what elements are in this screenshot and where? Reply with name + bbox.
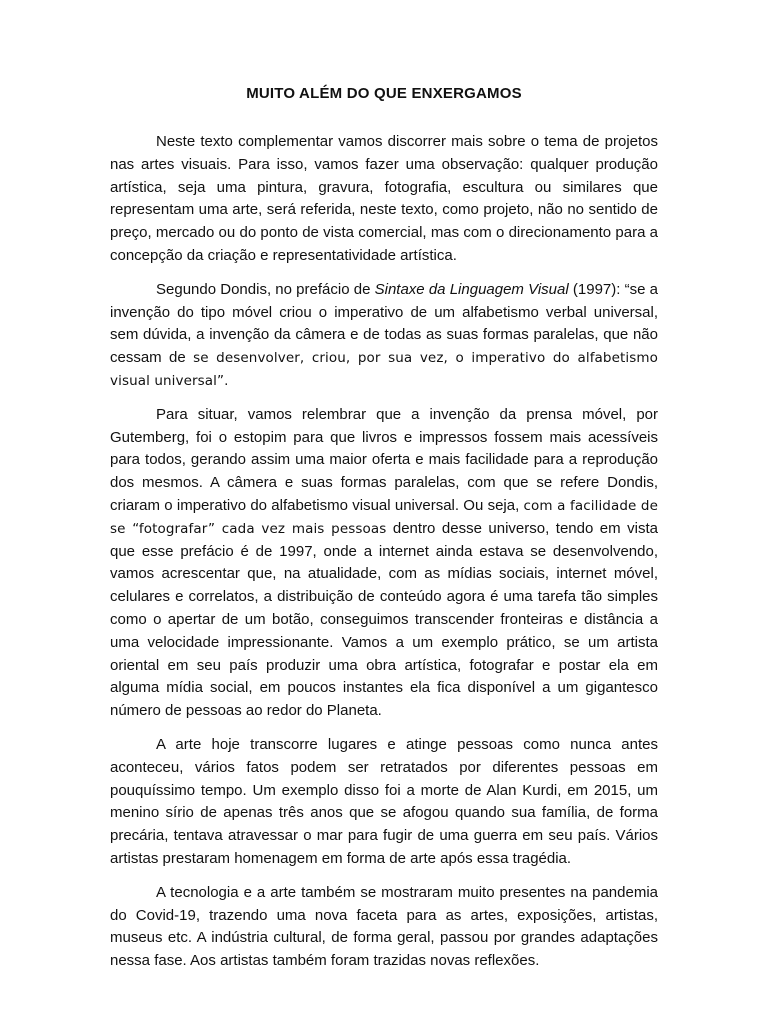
paragraph-1-text: Neste texto complementar vamos discorrer mais sobre o tema de projetos nas artes visuais. Para isso, vamos fazer uma observação: qualquer produção artística, seja uma pintura, gravura, fotografia, escultura ou similares que representam uma arte, será referida, neste texto, como projeto, não no sentido de preço, mercado ou do ponto de vista comercial, mas com o direcionamento para a concepção da criação e representatividade artística. — [110, 133, 658, 264]
paragraph-2-text-c: (1997): “se a invenção do tipo móvel criou o imperativo de um alfabetismo verbal universal, sem dúvida, a invenção da câmera e de todas as suas formas paralelas, que não cessam de — [110, 280, 658, 367]
book-title: Sintaxe da Linguagem Visual — [374, 280, 569, 298]
paragraph-1 — [110, 131, 658, 268]
paragraph-5 — [110, 882, 658, 973]
paragraph-2-text-a: Segundo Dondis, no prefácio de — [156, 280, 375, 298]
document-title: MUITO ALÉM DO QUE ENXERGAMOS — [246, 85, 522, 102]
paragraph-2-text-d: se desenvolver, criou, por sua vez, o imperativo do alfabetismo visual universal”. — [110, 350, 658, 389]
paragraph-3 — [110, 404, 658, 723]
paragraph-3-text-b: com a facilidade de se “fotografar” cada vez mais pessoas — [110, 497, 658, 537]
paragraph-3-text-a: Para situar, vamos relembrar que a invenção da prensa móvel, por Gutemberg, foi o estopim para que livros e impressos fossem mais acessíveis para todos, gerando assim uma maior oferta e mais facilidade para a reprodução dos mesmos. A câmera e suas formas paralelas, com que se refere Dondis, criaram o imperativo do alfabetismo visual universal. Ou seja, — [110, 405, 658, 514]
paragraph-3-text-c: dentro desse universo, tendo em vista que esse prefácio é de 1997, onde a internet ainda estava se desenvolvendo, vamos acrescentar que, na atualidade, com as mídias sociais, internet móvel, celulares e correlatos, a distribuição de conteúdo agora é uma tarefa tão simples como o apertar de um botão, conseguimos transcender fronteiras e distância a uma velocidade impressionante. Vamos a um exemplo prático, se um artista oriental em seu país produzir uma obra artística, fotografar e postar ela em alguma mídia social, em poucos instantes ela fica disponível a um gigantesco número de pessoas ao redor do Planeta. — [110, 519, 658, 720]
paragraph-2 — [110, 279, 658, 393]
paragraph-5-text: A tecnologia e a arte também se mostraram muito presentes na pandemia do Covid-19, trazendo uma nova faceta para as artes, exposições, artistas, museus etc. A indústria cultural, de forma geral, passou por grandes adaptações nessa fase. Aos artistas também foram trazidas novas reflexões. — [110, 883, 658, 970]
paragraph-4-text: A arte hoje transcorre lugares e atinge pessoas como nunca antes aconteceu, vários fatos podem ser retratados por diferentes pessoas em pouquíssimo tempo. Um exemplo disso foi a morte de Alan Kurdi, em 2015, um menino sírio de apenas três anos que se afogou quando sua família, de forma precária, tentava atravessar o mar para fugir de uma guerra em seu país. Vários artistas prestaram homenagem em forma de arte após essa tragédia. — [110, 735, 658, 867]
paragraph-4 — [110, 734, 658, 871]
